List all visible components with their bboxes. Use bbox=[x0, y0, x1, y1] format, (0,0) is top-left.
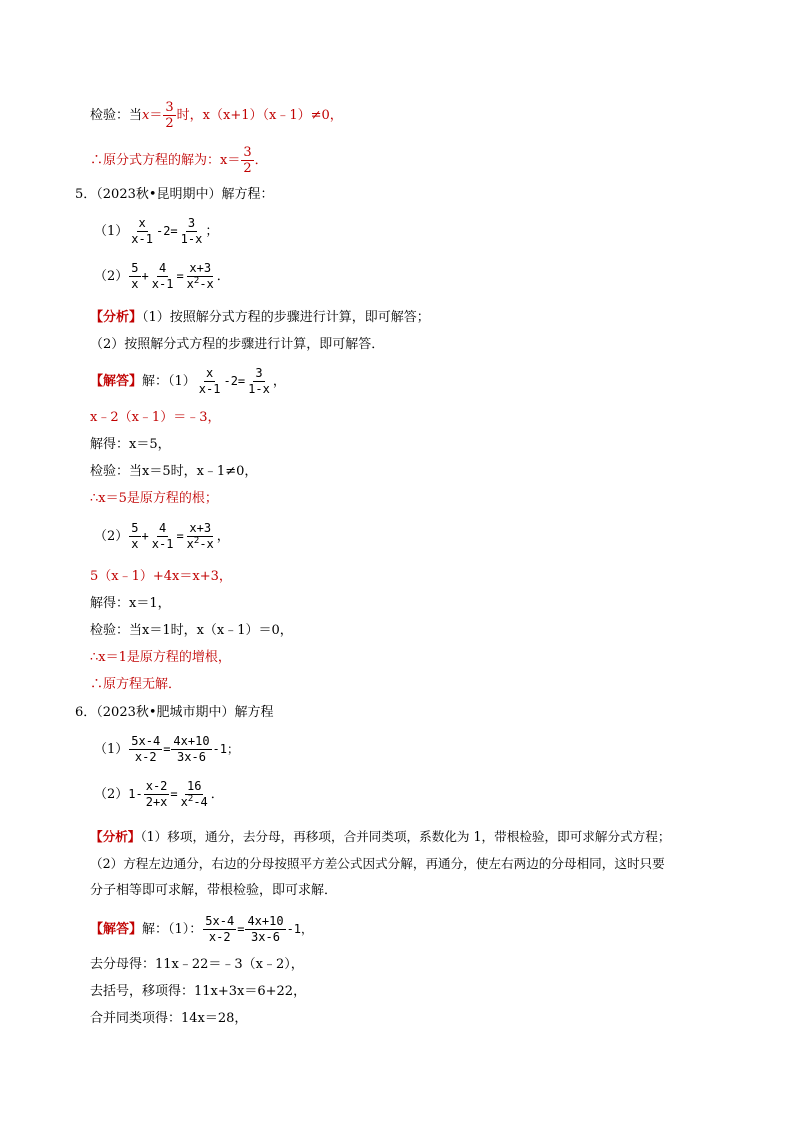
answer-6-step-1: 去分母得：11x﹣22＝﹣3（x﹣2）， bbox=[90, 957, 304, 972]
answer-6-start: 【解答】解：（1）： $\frac{5x-4}{x-2}$ = $\frac{4x+10}{3x-6}$ -1， bbox=[90, 914, 314, 944]
answer-5-start: 【解答】解：（1） $\frac{x}{x-1}$ -2= $\frac{3}{1-x}$ ， bbox=[90, 366, 286, 396]
analysis-5-line-2: （2）按照解分式方程的步骤进行计算，即可解答． bbox=[90, 337, 385, 352]
analysis-6-line-2: （2）方程左边通分，右边的分母按照平方差公式因式分解，再通分，使左右两边的分母相同，这时只要 bbox=[90, 856, 665, 871]
answer-5-part-2: （2） $\frac{5}{x}$ + $\frac{4}{x-1}$ = $\frac{x+3}{x^2-x}$ ， bbox=[94, 521, 230, 551]
answer-5-step-8: 检验：当x＝1时，x（x﹣1）＝0， bbox=[90, 623, 293, 638]
analysis-5: 【分析】（1）按照解分式方程的步骤进行计算，即可解答； bbox=[90, 310, 430, 325]
answer-5-step-4: ∴x＝5是原方程的根； bbox=[90, 491, 218, 506]
answer-5-step-7: 解得：x＝1， bbox=[90, 596, 171, 611]
answer-5-step-1: x﹣2（x﹣1）＝﹣3， bbox=[90, 410, 221, 425]
answer-5-step-10: ∴原方程无解． bbox=[90, 677, 182, 692]
answer-6-step-2: 去括号，移项得：11x+3x＝6+22， bbox=[90, 984, 307, 999]
solution-line: ∴原分式方程的解为：x＝ $\frac{3}{2}$ ． bbox=[90, 145, 268, 176]
question-5-heading: 5．（2023秋•昆明期中）解方程： bbox=[75, 187, 274, 202]
question-6-part-1: （1） $\frac{5x-4}{x-2}$ = $\frac{4x+10}{3x-6}$ -1； bbox=[94, 734, 239, 764]
answer-5-step-3: 检验：当x＝5时，x﹣1≠0， bbox=[90, 464, 258, 479]
question-6-part-2: （2）1- $\frac{x-2}{2+x}$ = $\frac{16}{x^2-4}$ ． bbox=[94, 779, 224, 809]
answer-5-step-9: ∴x＝1是原方程的增根， bbox=[90, 650, 231, 665]
question-5-part-1: （1） $\frac{x}{x-1}$ -2= $\frac{3}{1-x}$ ； bbox=[94, 216, 219, 246]
answer-5-step-6: 5（x﹣1）+4x＝x+3， bbox=[90, 569, 232, 584]
analysis-6-line-3: 分子相等即可求解，带根检验，即可求解． bbox=[90, 883, 338, 898]
answer-5-step-2: 解得：x＝5， bbox=[90, 437, 171, 452]
question-6-heading: 6．（2023秋•肥城市期中）解方程 bbox=[75, 705, 274, 720]
check-line-1: 检验：当x＝ $\frac{3}{2}$ 时，x（x+1）（x﹣1）≠0， bbox=[90, 100, 343, 131]
fraction: $\frac{3}{2}$ bbox=[165, 100, 174, 131]
question-5-part-2: （2） $\frac{5}{x}$ + $\frac{4}{x-1}$ = $\frac{x+3}{x^2-x}$ ． bbox=[94, 261, 230, 291]
fraction: $\frac{3}{2}$ bbox=[243, 145, 252, 176]
analysis-6: 【分析】（1）移项，通分，去分母，再移项，合并同类项，系数化为 1，带根检验，即可求解分式方程； bbox=[90, 829, 671, 844]
answer-6-step-3: 合并同类项得：14x＝28， bbox=[90, 1011, 248, 1026]
